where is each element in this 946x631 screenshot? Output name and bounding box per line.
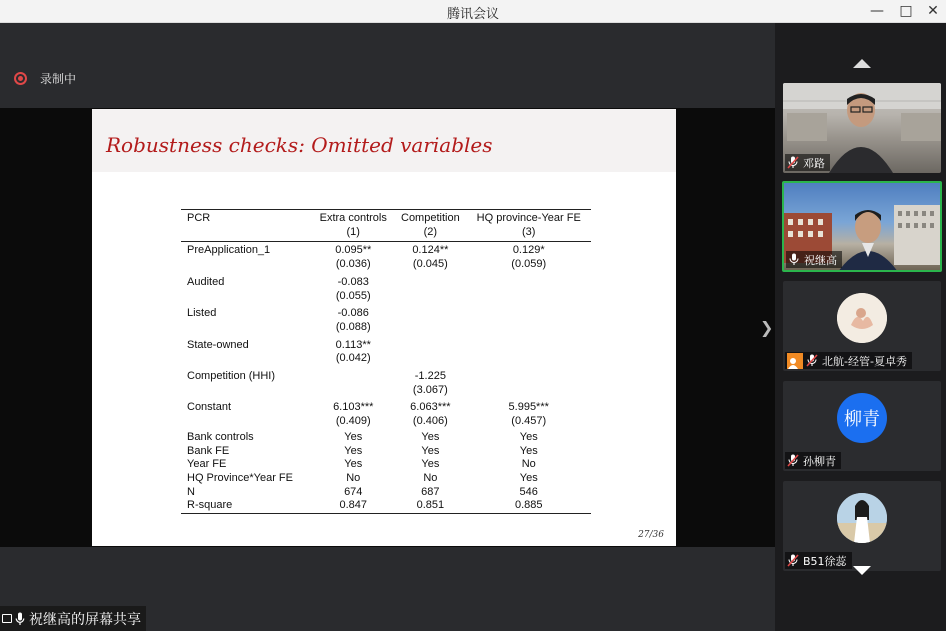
table-row <box>181 337 591 353</box>
table-cell: 5.995*** <box>508 401 549 414</box>
table-cell: 0.095** <box>335 244 372 257</box>
table-row <box>181 499 591 513</box>
row-label: Listed <box>187 307 217 320</box>
table-cell <box>466 321 591 337</box>
main-view <box>0 23 775 631</box>
table-cell: 6.063*** <box>410 401 451 414</box>
table-body <box>181 242 591 514</box>
slide-page-number: 27/36 <box>638 530 664 540</box>
avatar: 柳青 <box>837 393 887 443</box>
table-cell: Yes <box>519 471 538 484</box>
table-cell <box>394 337 466 353</box>
row-label: State-owned <box>187 338 249 351</box>
table-row-se <box>181 290 591 306</box>
table-cell: No <box>521 458 536 471</box>
table-row <box>181 399 591 415</box>
avatar <box>837 293 887 343</box>
table-row <box>181 305 591 321</box>
participant-tile[interactable] <box>783 83 941 173</box>
table-cell <box>394 305 466 321</box>
host-icon <box>787 353 803 369</box>
minimize-button[interactable]: — <box>870 3 884 19</box>
table-cell: 0.885 <box>514 499 543 512</box>
table-row-se <box>181 352 591 368</box>
participant-name-tag <box>785 552 852 569</box>
table-row <box>181 242 591 258</box>
mic-muted-icon <box>806 354 818 367</box>
participant-name-tag <box>785 154 830 171</box>
table-cell: 0.113** <box>335 338 371 351</box>
table-cell: Yes <box>519 430 538 443</box>
table-row-se <box>181 258 591 274</box>
maximize-button[interactable]: □ <box>899 3 913 19</box>
row-label: Bank controls <box>187 430 254 443</box>
slide-title: Robustness checks: Omitted variables <box>106 133 493 157</box>
participant-name-tag <box>785 352 912 369</box>
table-cell: (3.067) <box>412 383 448 396</box>
table-row <box>181 445 591 459</box>
table-cell: No <box>423 471 438 484</box>
presentation-slide <box>92 109 676 546</box>
table-cell: 0.129* <box>512 244 545 257</box>
table-cell: (0.036) <box>335 258 371 271</box>
row-label: R-square <box>187 499 233 512</box>
table-row <box>181 458 591 472</box>
mic-muted-icon <box>787 554 799 567</box>
table-cell <box>466 290 591 306</box>
table-cell: Yes <box>519 444 538 457</box>
participant-name-tag <box>786 251 842 268</box>
close-button[interactable]: ✕ <box>927 3 939 19</box>
table-cell <box>312 384 394 400</box>
table-cell: (0.088) <box>335 320 371 333</box>
table-cell: 0.851 <box>416 499 445 512</box>
table-cell <box>466 352 591 368</box>
table-cell: (0.457) <box>511 415 547 428</box>
table-cell: No <box>346 471 361 484</box>
table-row <box>181 431 591 445</box>
row-label: N <box>187 485 195 498</box>
scroll-down-arrow-icon[interactable] <box>853 566 871 575</box>
title-bar <box>0 0 946 23</box>
column-header: Competition (2) <box>401 212 460 238</box>
table-cell <box>466 337 591 353</box>
participant-panel <box>775 23 946 631</box>
chevron-right-icon[interactable]: ❯ <box>760 318 774 337</box>
row-label: Bank FE <box>187 444 230 457</box>
row-label: PreApplication_1 <box>187 244 271 257</box>
table-cell: 6.103*** <box>333 401 374 414</box>
table-cell: Yes <box>421 458 440 471</box>
recording-indicator[interactable] <box>14 69 76 87</box>
record-icon <box>14 72 27 85</box>
table-cell: (0.059) <box>511 258 547 271</box>
mic-muted-icon <box>787 156 799 169</box>
table-cell <box>181 384 312 400</box>
table-cell: (0.406) <box>412 415 448 428</box>
table-cell <box>312 368 394 384</box>
table-cell <box>394 274 466 290</box>
table-row-se <box>181 415 591 431</box>
table-cell: 0.847 <box>339 499 368 512</box>
row-label: Year FE <box>187 458 227 471</box>
table-cell: 546 <box>519 485 538 498</box>
participant-name: 北航-经管-夏卓秀 <box>822 354 907 368</box>
slide-header <box>92 109 676 172</box>
window-title: 腾讯会议 <box>446 7 499 22</box>
table-cell <box>181 258 312 274</box>
table-cell <box>466 368 591 384</box>
scroll-up-arrow-icon[interactable] <box>853 59 871 68</box>
table-cell: Yes <box>344 444 363 457</box>
participant-tile[interactable] <box>783 381 941 471</box>
share-label: 祝继高的屏幕共享 <box>29 611 141 628</box>
table-row <box>181 274 591 290</box>
table-cell: Yes <box>421 430 440 443</box>
table-cell: Yes <box>344 458 363 471</box>
table-cell: (0.409) <box>335 415 371 428</box>
table-cell: -1.225 <box>414 370 446 383</box>
header-label: PCR <box>187 212 211 224</box>
table-cell <box>181 290 312 306</box>
mic-icon <box>15 612 25 626</box>
participant-tile[interactable] <box>783 481 941 571</box>
column-header: HQ province-Year FE (3) <box>476 212 581 238</box>
mic-icon <box>788 253 800 266</box>
table-header-row <box>181 210 591 242</box>
table-row-se <box>181 321 591 337</box>
table-cell: 674 <box>344 485 363 498</box>
participant-name: 祝继高 <box>804 253 837 267</box>
table-cell <box>181 415 312 431</box>
regression-table <box>181 209 591 514</box>
participant-name: 孙柳青 <box>803 454 836 468</box>
table-cell <box>394 290 466 306</box>
avatar <box>837 493 887 543</box>
table-row <box>181 486 591 500</box>
table-row <box>181 472 591 486</box>
table-cell <box>181 321 312 337</box>
table-cell <box>466 305 591 321</box>
column-header: Extra controls (1) <box>319 212 387 238</box>
recording-label: 录制中 <box>40 71 77 86</box>
row-label: HQ Province*Year FE <box>187 471 293 484</box>
participant-name: B51徐蕊 <box>803 554 847 568</box>
table-row-se <box>181 384 591 400</box>
participant-tile[interactable] <box>783 281 941 371</box>
screen-share-icon <box>2 614 12 623</box>
row-label: Audited <box>187 275 225 288</box>
table-cell: (0.055) <box>335 289 371 302</box>
table-cell: Yes <box>344 430 363 443</box>
table-cell: Yes <box>421 444 440 457</box>
table-cell: -0.086 <box>337 307 369 320</box>
table-cell: (0.042) <box>335 352 371 365</box>
table-cell <box>466 384 591 400</box>
table-cell <box>181 352 312 368</box>
row-label: Constant <box>187 401 232 414</box>
table-cell: 0.124** <box>412 244 449 257</box>
table-cell <box>466 274 591 290</box>
table-cell: 687 <box>421 485 440 498</box>
table-row <box>181 368 591 384</box>
screen-share-tag <box>0 606 146 631</box>
table-cell <box>394 321 466 337</box>
participant-name-tag <box>785 452 841 469</box>
table-cell: (0.045) <box>412 258 448 271</box>
mic-muted-icon <box>787 454 799 467</box>
table-cell: -0.083 <box>337 275 369 288</box>
participant-name: 邓路 <box>803 156 825 170</box>
table-cell <box>394 352 466 368</box>
row-label: Competition (HHI) <box>187 370 276 383</box>
participant-tile-active[interactable] <box>782 181 942 272</box>
